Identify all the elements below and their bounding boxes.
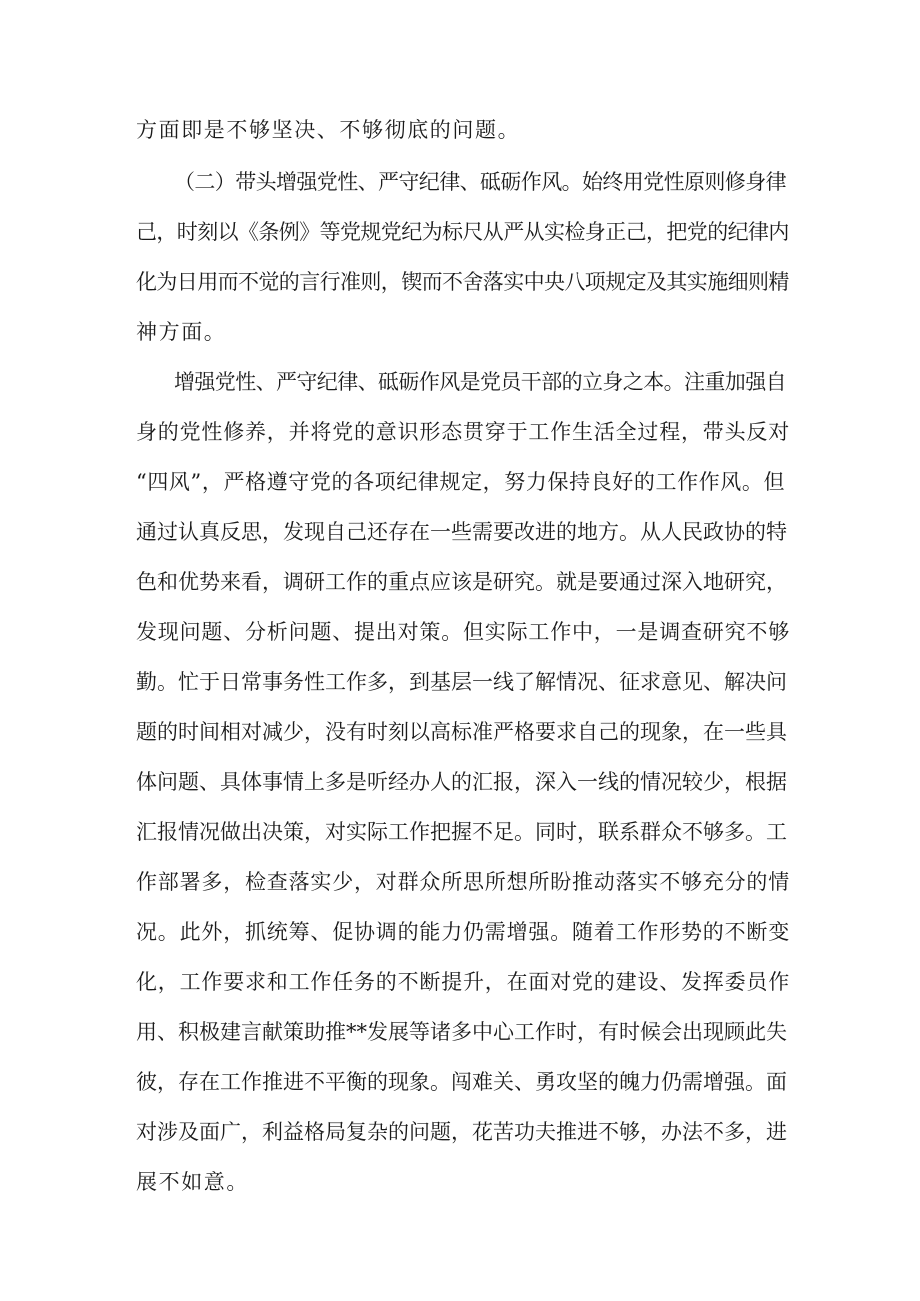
text-line: 化，工作要求和工作任务的不断提升，在面对党的建设、发挥委员作 <box>136 970 790 994</box>
text-line: 展不如意。 <box>136 1170 249 1194</box>
text-line: 对涉及面广，利益格局复杂的问题，花苦功夫推进不够，办法不多，进 <box>136 1120 787 1144</box>
text-line: 题的时间相对减少，没有时刻以高标准严格要求自己的现象，在一些具 <box>136 720 787 744</box>
text-line: 发现问题、分析问题、提出对策。但实际工作中，一是调查研究不够 <box>136 620 790 644</box>
text-line: 作部署多，检查落实少，对群众所思所想所盼推动落实不够充分的情 <box>136 870 790 894</box>
section-heading-line: （二）带头增强党性、严守纪律、砥砺作风。始终用党性原则修身律 <box>174 170 786 194</box>
text-line: 身的党性修养，并将党的意识形态贯穿于工作生活全过程，带头反对 <box>136 420 790 444</box>
text-line: 通过认真反思，发现自己还存在一些需要改进的地方。从人民政协的特 <box>136 520 787 544</box>
text-line: 神方面。 <box>136 320 227 344</box>
text-line: 勤。忙于日常事务性工作多，到基层一线了解情况、征求意见、解决问 <box>136 670 787 694</box>
text-line: 彼，存在工作推进不平衡的现象。闯难关、勇攻坚的魄力仍需增强。面 <box>136 1070 787 1094</box>
text-line: 化为日用而不觉的言行准则，锲而不舍落实中央八项规定及其实施细则精 <box>136 270 789 294</box>
text-line: 用、积极建言献策助推**发展等诸多中心工作时，有时候会出现顾此失 <box>136 1020 787 1044</box>
text-line: “四风”，严格遵守党的各项纪律规定，努力保持良好的工作作风。但 <box>136 470 786 494</box>
text-line: 色和优势来看，调研工作的重点应该是研究。就是要通过深入地研究， <box>136 570 787 594</box>
text-line: 况。此外，抓统筹、促协调的能力仍需增强。随着工作形势的不断变 <box>136 920 790 944</box>
text-line: 增强党性、严守纪律、砥砺作风是党员干部的立身之本。注重加强自 <box>174 370 786 394</box>
text-line: 体问题、具体事情上多是听经办人的汇报，深入一线的情况较少，根据 <box>136 770 787 794</box>
text-line: 汇报情况做出决策，对实际工作把握不足。同时，联系群众不够多。工 <box>136 820 787 844</box>
text-line: 方面即是不够坚决、不够彻底的问题。 <box>136 118 521 142</box>
text-line: 己，时刻以《条例》等党规党纪为标尺从严从实检身正己，把党的纪律内 <box>136 220 789 244</box>
